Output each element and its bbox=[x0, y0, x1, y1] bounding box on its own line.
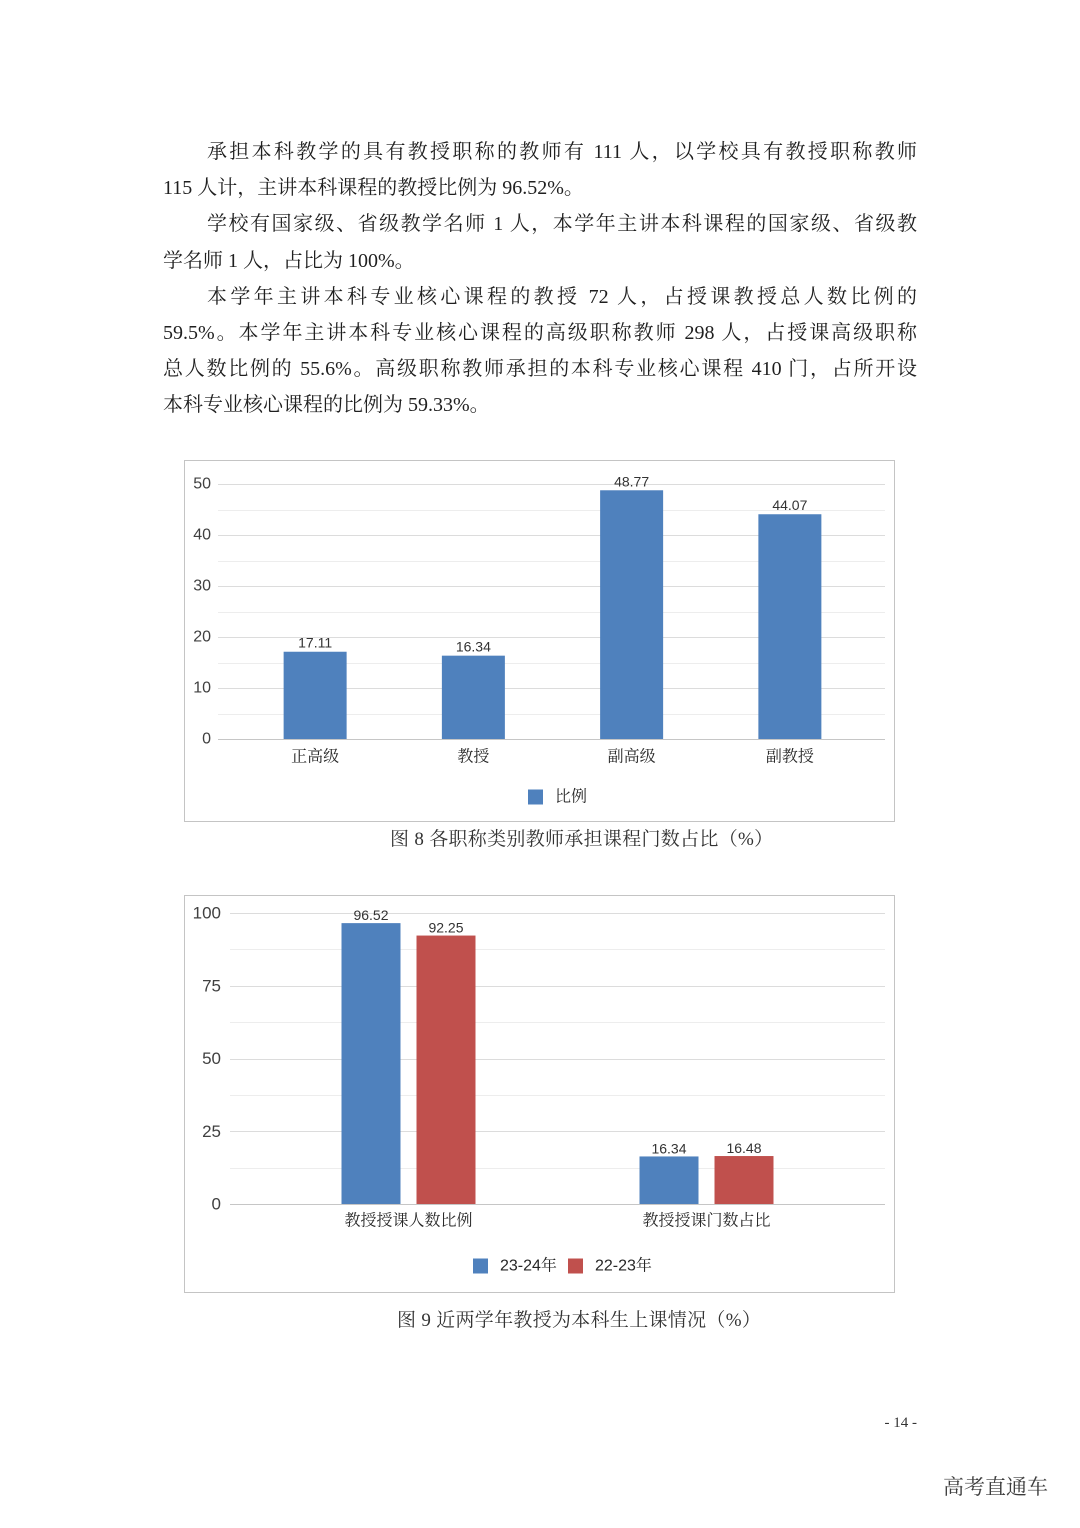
paragraph-3-line-2: 59.5%。本学年主讲本科专业核心课程的高级职称教师 298 人，占授课高级职称 bbox=[163, 322, 917, 345]
bar-series-2-category-1 bbox=[417, 936, 476, 1204]
paragraph-1-line-1: 承担本科教学的具有教授职称的教师有 111 人，以学校具有教授职称教师 bbox=[207, 141, 917, 163]
legend-label: 23-24年 bbox=[500, 1257, 557, 1275]
bar-value-label: 44.07 bbox=[772, 497, 808, 514]
y-tick-label: 0 bbox=[211, 1194, 221, 1214]
paragraph-famous-teachers bbox=[163, 206, 917, 278]
legend-label: 比例 bbox=[555, 788, 588, 806]
bar-value-label: 16.48 bbox=[726, 1140, 762, 1157]
x-category-label: 教授 bbox=[457, 748, 490, 766]
figure-9-caption: 图 9 近两学年教授为本科生上课情况（%） bbox=[397, 1310, 762, 1331]
bar-value-label: 17.11 bbox=[298, 634, 333, 651]
body-text bbox=[163, 134, 917, 424]
legend-swatch bbox=[473, 1259, 488, 1274]
chart-frame bbox=[185, 896, 895, 1293]
x-category-label: 教授授课门数占比 bbox=[642, 1212, 771, 1230]
bar-value-label: 92.25 bbox=[428, 919, 464, 936]
paragraph-2-line-1: 学校有国家级、省级教学名师 1 人，本学年主讲本科课程的国家级、省级教 bbox=[207, 213, 917, 236]
bar-series-1-category-1 bbox=[284, 652, 347, 739]
y-tick-label: 100 bbox=[192, 903, 221, 923]
bar-series-1-category-2 bbox=[442, 656, 505, 739]
paragraph-3-line-1: 本学年主讲本科专业核心课程的教授 72 人，占授课教授总人数比例的 bbox=[207, 285, 917, 308]
x-category-label: 副高级 bbox=[607, 748, 656, 766]
y-tick-label: 30 bbox=[193, 577, 211, 595]
paragraph-professor-ratio bbox=[163, 134, 917, 206]
paragraph-1-line-2: 115 人计，主讲本科课程的教授比例为 96.52%。 bbox=[163, 177, 584, 200]
paragraph-core-courses bbox=[163, 279, 917, 424]
bar-value-label: 96.52 bbox=[353, 907, 389, 924]
y-tick-label: 25 bbox=[202, 1121, 221, 1141]
x-category-label: 教授授课人数比例 bbox=[344, 1212, 473, 1230]
paragraph-3-line-4: 本科专业核心课程的比例为 59.33%。 bbox=[163, 394, 490, 417]
bar-value-label: 48.77 bbox=[614, 473, 650, 490]
y-tick-label: 40 bbox=[193, 526, 211, 544]
bar-series-2-category-2 bbox=[715, 1156, 774, 1204]
legend-label: 22-23年 bbox=[595, 1257, 652, 1275]
y-tick-label: 75 bbox=[202, 976, 221, 996]
bar-value-label: 16.34 bbox=[455, 638, 491, 655]
bar-value-label: 16.34 bbox=[651, 1140, 687, 1157]
figure-8-bar-chart bbox=[184, 460, 895, 822]
figure-9-chart bbox=[184, 895, 895, 1293]
y-tick-label: 20 bbox=[193, 628, 211, 646]
bar-series-1-category-3 bbox=[600, 490, 663, 739]
legend-swatch bbox=[568, 1259, 583, 1274]
legend-swatch bbox=[528, 790, 543, 805]
figure-9-bar-chart bbox=[184, 895, 895, 1293]
paragraph-3-line-3: 总人数比例的 55.6%。高级职称教师承担的本科专业核心课程 410 门，占所开设 bbox=[163, 358, 917, 381]
x-category-label: 正高级 bbox=[291, 748, 340, 766]
bar-series-1-category-1 bbox=[342, 923, 401, 1204]
figure-8-caption: 图 8 各职称类别教师承担课程门数占比（%） bbox=[390, 829, 774, 850]
bar-series-1-category-4 bbox=[758, 514, 821, 739]
y-tick-label: 10 bbox=[193, 679, 211, 697]
page-number: - 14 - bbox=[884, 1415, 917, 1431]
y-tick-label: 0 bbox=[202, 730, 211, 748]
bar-series-1-category-2 bbox=[640, 1156, 699, 1204]
y-tick-label: 50 bbox=[202, 1049, 221, 1068]
watermark-text: 高考直通车 bbox=[943, 1476, 1048, 1499]
paragraph-2-line-2: 学名师 1 人，占比为 100%。 bbox=[163, 249, 415, 272]
y-tick-label: 50 bbox=[193, 475, 211, 493]
figure-8-chart bbox=[184, 460, 895, 822]
x-category-label: 副教授 bbox=[765, 748, 814, 766]
